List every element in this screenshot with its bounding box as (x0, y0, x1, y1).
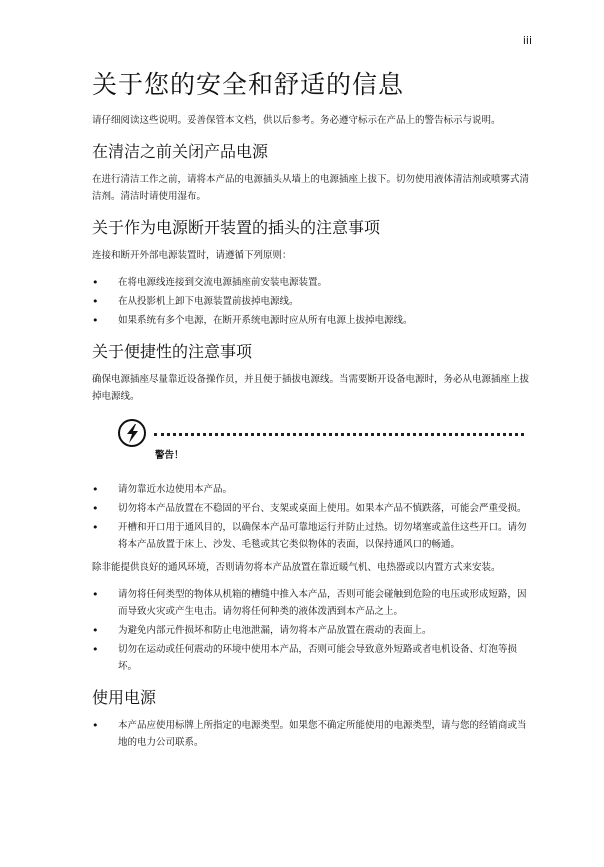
warning-callout (92, 415, 532, 477)
divider (154, 433, 524, 436)
ventilation-text: 除非能提供良好的通风环境，否则请勿将本产品放置在靠近暖气机、电热器或以内置方式来安装。 (92, 562, 501, 573)
section-text-accessibility: 确保电源插座尽量靠近设备操作员，并且便于插拔电源线。当需要断开设备电源时，务必从电源插座上拔掉电源线。 (92, 374, 530, 402)
section-text-plug: 连接和断开外部电源装置时，请遵循下列原则： (92, 250, 292, 261)
page-number: iii (522, 34, 532, 47)
warning-label: 警告！ (155, 450, 184, 461)
power-list (92, 717, 532, 751)
section-heading-accessibility: 关于便捷性的注意事项 (92, 342, 253, 361)
list-item: • 如果系统有多个电源，在断开系统电源时应从所有电源上拔掉电源线。 (92, 312, 532, 329)
list-item: • 本产品应使用标牌上所指定的电源类型。如果您不确定所能使用的电源类型，请与您的经销商或当地的电力公司联系。 (92, 717, 532, 751)
section-text-cleaning: 在进行清洁工作之前，请将本产品的电源插头从墙上的电源插座上拔下。切勿使用液体清洁剂或喷雾式清洁剂。清洁时请使用湿布。 (92, 174, 530, 202)
warning-list-2 (92, 586, 532, 675)
list-item: • 在将电源线连接到交流电源插座前安装电源装置。 (92, 274, 532, 291)
intro-text: 请仔细阅读这些说明。妥善保管本文档，供以后参考。务必遵守标示在产品上的警告标示与说明。 (92, 115, 501, 126)
list-item: • 在从投影机上卸下电源装置前拔掉电源线。 (92, 293, 532, 310)
list-item: • 切勿将本产品放置在不稳固的平台、支架或桌面上使用。如果本产品不慎跌落，可能会严重受损。 (92, 500, 532, 517)
list-item: • 请勿靠近水边使用本产品。 (92, 481, 532, 498)
list-item: • 请勿将任何类型的物体从机箱的槽缝中推入本产品，否则可能会碰触到危险的电压或形成短路，因而导致火灾或产生电击。请勿将任何种类的液体泼洒到本产品之上。 (92, 586, 532, 620)
lightning-icon (118, 419, 146, 447)
page-title: 关于您的安全和舒适的信息 (92, 70, 405, 99)
section-heading-plug: 关于作为电源断开装置的插头的注意事项 (92, 218, 381, 237)
document-body (92, 68, 532, 757)
section-heading-power: 使用电源 (92, 688, 157, 707)
section-heading-cleaning: 在清洁之前关闭产品电源 (92, 142, 269, 161)
list-item: • 切勿在运动或任何震动的环境中使用本产品，否则可能会导致意外短路或者电机设备、灯泡等损坏。 (92, 641, 532, 675)
list-item: • 开槽和开口用于通风目的，以确保本产品可靠地运行并防止过热。切勿堵塞或盖住这些开口。请勿将本产品放置于床上、沙发、毛毯或其它类似物体的表面，以保持通风口的畅通。 (92, 519, 532, 553)
plug-list (92, 274, 532, 329)
warning-list (92, 481, 532, 553)
list-item: • 为避免内部元件损坏和防止电池泄漏，请勿将本产品放置在震动的表面上。 (92, 622, 532, 639)
